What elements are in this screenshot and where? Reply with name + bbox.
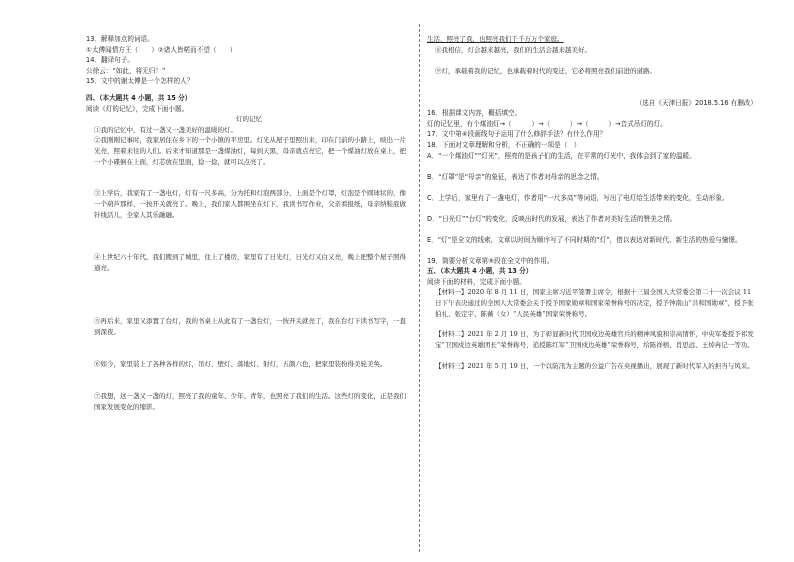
question-18: 18．下面对文章理解和分析，不正确的一项是（ ） [427, 140, 581, 149]
question-13: 13．解释加点的词语。 [86, 35, 154, 43]
section-4-instruction: 阅读《灯的记忆》，完成下面小题。 [86, 104, 189, 113]
material: 【材料一】2020 年 8 月 11 日，国家主席习近平签署主席令，根据十三届全国人大常委会第二十一次会议 11 日下午表决通过的全国人大常委会关于授予国家勋章和国家荣誉称号的决定，授予钟南山“共和国勋章”，授予张伯礼、张定宇、陈薇（女）“人民英雄”国家荣誉称号。 [435, 288, 754, 318]
question-17: 17．文中第④段画线句子运用了什么修辞手法？有什么作用？ [427, 130, 607, 139]
section-5-heading: 五、（本大题共 4 小题，共 13 分） [427, 267, 533, 276]
paragraph: ②我刚刚记事时，我家居住在乡下的一个小镇的平房里。灯光从屋子里照出来，印在门前的小路上，映出一片光亮，照着来往的人们。后来才知道那是一盏煤油灯，每到天黑，母亲就点亮它，把一个煤油灯放在桌上，把一个小碟倒在上面，灯芯放在里面，捻一捻，就可以点亮了。 [94, 136, 406, 166]
paragraph: ⑧我相信，灯会越来越亮，我们的生活会越来越美好。 [435, 45, 591, 54]
right-column [427, 34, 757, 372]
article-title: 灯的记忆 [236, 115, 262, 124]
paragraph: 生活，照亮了我，也照亮我们千千万万个家庭。 [427, 35, 564, 43]
question-18-option: B．“灯罩”是“母亲”的象征，表达了作者对母亲的思念之情。 [427, 172, 604, 181]
question-15: 15．文中的谢太傅是一个怎样的人？ [86, 77, 194, 86]
section-5-instruction: 阅读下面的材料，完成下面小题。 [427, 277, 526, 286]
question-14: 14．翻译句子。 [86, 56, 134, 65]
question-19: 19．简要分析文章第⑨段在全文中的作用。 [427, 256, 554, 265]
question-18-option: C．上学后，家里有了一盏电灯，作者用“一尺多高”等词语，写出了电灯给生活带来的变化，生动形象。 [427, 193, 729, 202]
paragraph: ⑨灯，承载着我的记忆，也承载着时代的变迁，它必将照亮我们前进的道路。 [435, 66, 656, 75]
paragraph: ⑦我想，这一盏又一盏的灯，照亮了我的童年、少年、青年，也照亮了我们的生活。这些灯的变化，正是我们国家发展变化的缩影。 [94, 392, 406, 411]
paragraph: ③上学后，我家有了一盏电灯，灯有一尺多高，分为托和灯泡两部分，上面是个灯罩，灯泡是个圆球状的，像一个葫芦那样，一按开关就亮了。晚上，我们家人都围坐在灯下，我读书写作业，父亲看报纸，母亲纳鞋底做针线活儿，全家人其乐融融。 [94, 189, 406, 219]
question-18-option: E．“灯”是全文的线索，文章以时间为顺序写了不同时期的“灯”，借以表达对新时代、新生活的热爱与憧憬。 [427, 235, 742, 244]
material: 【材料三】2021 年 5 月 19 日，一个以防汛为主题的公益广告在央视播出，展现了新时代军人的担当与风采。 [435, 362, 754, 371]
question-18-option: D．“日光灯”“台灯”的变化，反映出时代的发展，表达了作者对美好生活的赞美之情。 [427, 214, 677, 223]
question-14-sentence: 公徐云：“如此，将无归！” [86, 66, 166, 75]
paragraph: ①我的记忆中，有过一盏又一盏美好的温暖的灯。 [94, 125, 237, 134]
question-16-fill: 灯的记忆里，有个煤油灯→（ ）→（ ）→（ ）→音式吊灯的灯。 [427, 119, 667, 128]
paragraph: ⑥如今，家里装上了各种各样的灯，吊灯、壁灯、落地灯、射灯，五颜六色，把家里装扮得美轮美奂。 [94, 360, 387, 369]
paragraph: ⑤再后来，家里又添置了台灯，我的书桌上从此有了一盏台灯，一按开关就亮了，我在台灯下读书写字，一直到深夜。 [94, 317, 406, 336]
article-source: （选自《天津日报》2018.5.16 有删改） [635, 98, 757, 107]
column-divider [419, 24, 420, 552]
question-16: 16．根据课文内容，概括填空。 [427, 109, 522, 118]
section-4-heading: 四、（本大题共 4 小题，共 15 分） [86, 93, 192, 102]
material: 【材料二】2021 年 2 月 19 日，为了彰显新时代卫国戍边英雄官兵的精神风貌和崇高情怀，中央军委授予祁发宝“卫国戍边英雄团长”荣誉称号，追授陈红军“卫国戍边英雄”荣誉称号，给陈祥榕、肖思远、王焯冉记一等功。 [435, 330, 754, 349]
question-18-option: A．“一个煤油灯”“灯光”，照亮的是孩子们的生活，在平常的灯光中，我体会到了家的温暖。 [427, 151, 696, 160]
question-13-items: ①太傅闻情方王（ ）②诸人皆喏而不望（ ） [86, 45, 237, 54]
paragraph: ④上世纪六十年代，我们搬到了城里，住上了楼房，家里有了日光灯，日光灯又白又亮，晚上把整个屋子照得通亮。 [94, 253, 406, 272]
left-column [86, 34, 412, 434]
